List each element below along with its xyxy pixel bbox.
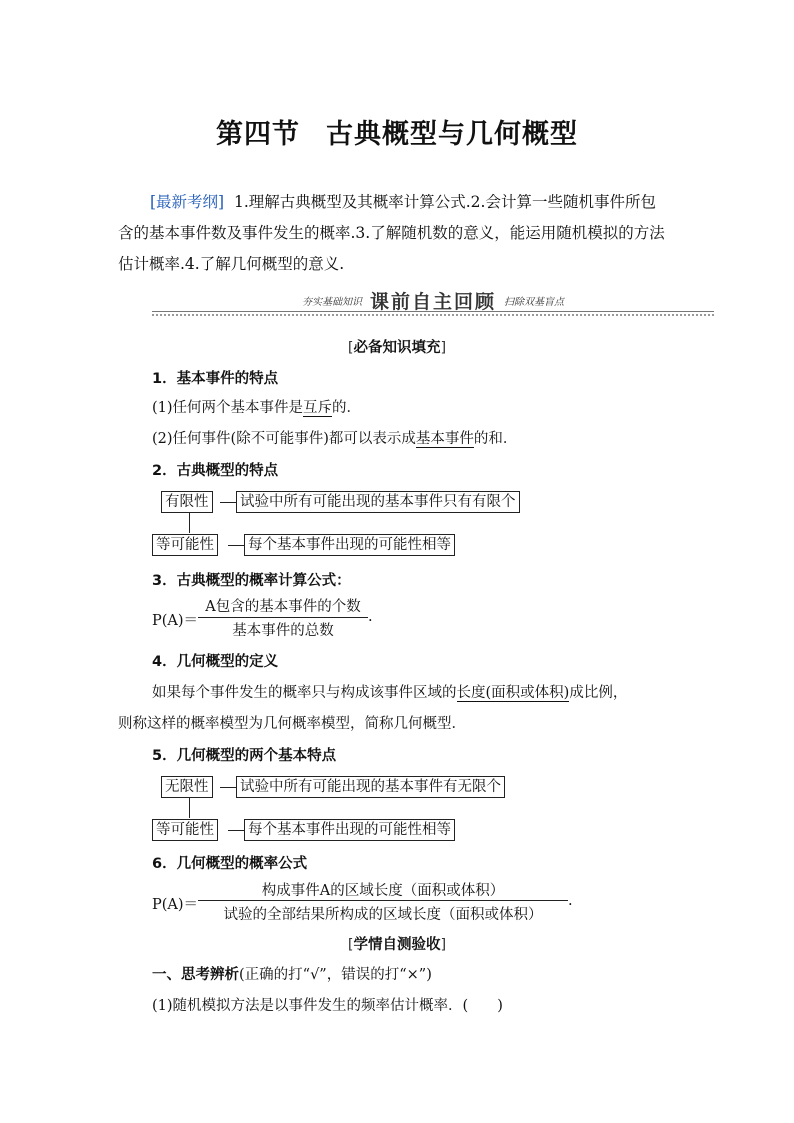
syllabus-tag: [最新考纲] [150,193,225,211]
syllabus-line-1: 1.理解古典概型及其概率计算公式.2.会计算一些随机事件所包 [233,193,656,211]
answer-underlined: 互斥 [303,400,333,416]
item-2-heading: 2．古典概型的特点 [152,463,279,479]
banner-right-text: 扫除双基盲点 [504,297,564,308]
answer-underlined: 基本事件 [415,431,474,447]
item-1-line-1 [152,396,361,417]
item-4-line-1 [152,681,627,702]
description-box-finite: 试验中所有可能出现的基本事件只有有限个 [236,491,520,513]
text: 的． [332,400,362,416]
exercise-heading-bold: 一、思考辨析 [152,967,239,983]
text: 成比例， [569,685,628,701]
syllabus-line-3: 估计概率.4.了解几何概型的意义. [118,255,345,273]
section-banner [152,287,714,321]
formula-period: . [368,609,373,625]
description-box-equal-likely: 每个基本事件出现的可能性相等 [244,534,455,556]
description-box-infinite: 试验中所有可能出现的基本事件有无限个 [236,776,505,798]
title-section-number: 第四节 [216,119,300,150]
formula-period: . [568,893,573,909]
answer-underlined: 长度(面积或体积) [456,685,570,701]
property-box-equal-likely: 等可能性 [152,534,218,556]
text: (2)任何事件(除不可能事件)都可以表示成 [152,431,416,447]
formula-numerator: 构成事件A的区域长度（面积或体积） [261,883,505,899]
item-6-heading: 6．几何概型的概率公式 [152,856,308,872]
banner-left-text: 夯实基础知识 [301,297,362,308]
property-box-finite: 有限性 [161,491,213,513]
section-heading-knowledge: [必备知识填充] [347,340,447,356]
section-heading-self-test: [学情自测验收] [347,937,447,953]
formula-denominator: 试验的全部结果所构成的区域长度（面积或体积） [223,907,543,923]
title-topic: 古典概型与几何概型 [326,119,578,150]
item-1-line-2 [152,427,517,448]
formula-denominator: 基本事件的总数 [232,623,334,639]
syllabus-line-2: 含的基本事件数及事件发生的概率.3.了解随机数的意义，能运用随机模拟的方法 [118,224,665,242]
property-box-infinite: 无限性 [161,776,213,798]
formula-lhs: P(A)＝ [152,613,199,629]
item-5-heading: 5．几何概型的两个基本特点 [152,748,337,764]
exercise-heading-rest: (正确的打“√”，错误的打“×”) [239,967,432,983]
formula-numerator: A包含的基本事件的个数 [205,599,361,615]
exercise-heading [152,963,432,984]
text: 的和． [473,431,518,447]
banner-title: 课前自主回顾 [369,291,496,313]
item-3-heading: 3．古典概型的概率计算公式： [152,573,351,589]
exercise-question-1: (1)随机模拟方法是以事件发生的频率估计概率．( ) [152,998,503,1014]
syllabus-paragraph [118,187,678,280]
text: 如果每个事件发生的概率只与构成该事件区域的 [152,685,457,701]
formula-lhs: P(A)＝ [152,897,199,913]
page-title [0,112,794,151]
item-1-heading: 1．基本事件的特点 [152,371,279,387]
item-4-heading: 4．几何概型的定义 [152,654,279,670]
section-heading-text: 学情自测验收 [353,937,441,953]
text: (1)任何两个基本事件是 [152,400,304,416]
item-4-line-2: 则称这样的概率模型为几何概率模型，简称几何概型． [118,716,466,732]
description-box-equal-likely: 每个基本事件出现的可能性相等 [244,819,455,841]
property-box-equal-likely: 等可能性 [152,819,218,841]
section-heading-text: 必备知识填充 [353,340,441,356]
